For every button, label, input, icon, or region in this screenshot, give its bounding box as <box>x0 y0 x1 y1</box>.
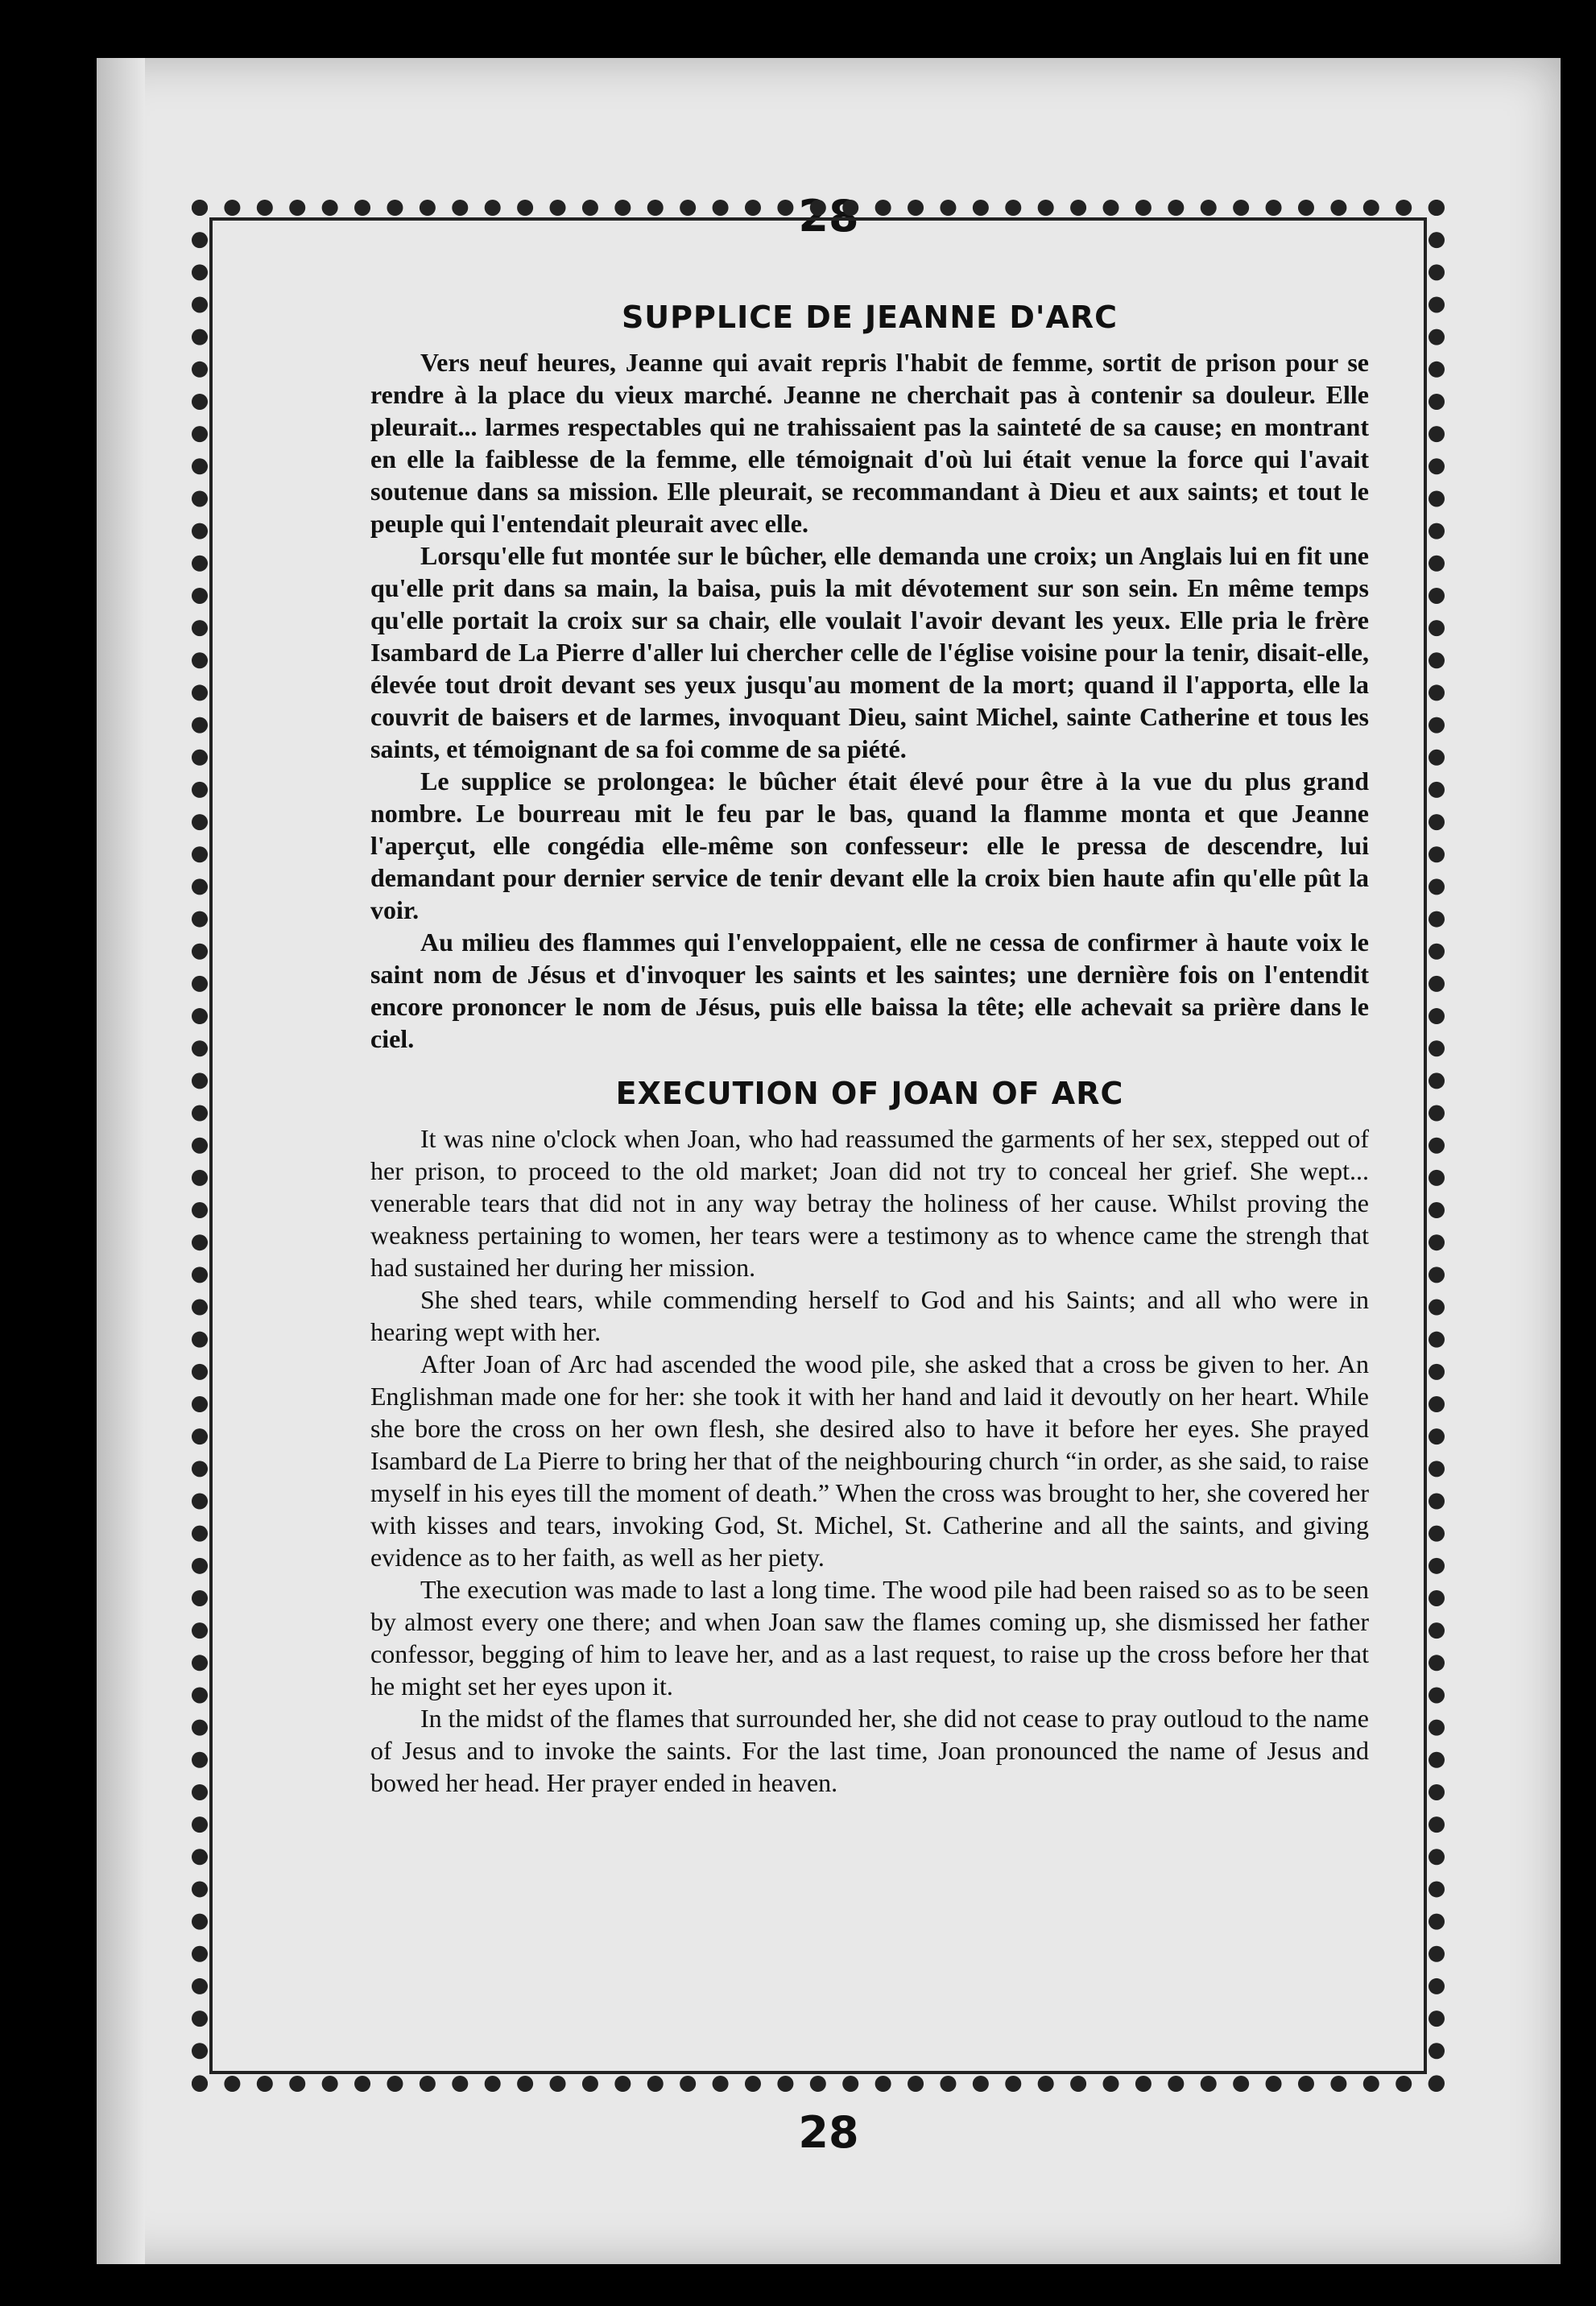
french-paragraph: Vers neuf heures, Jeanne qui avait repris l'habit de femme, sortit de prison pour se rendre à la place du vieux marché. Jeanne ne cherchait pas à contenir sa douleur. Elle pleurait... larmes respectables qui ne trahissaient pas la sainteté de sa cause; en montrant en elle la faiblesse de la femme, elle témoignait d'où lui était venue la force qui l'avait soutenue dans sa mission. Elle pleurait, se recommandant à Dieu et aux saints; et tout le peuple qui l'entendait pleurait avec elle. <box>370 348 1369 538</box>
french-paragraph: Lorsqu'elle fut montée sur le bûcher, elle demanda une croix; un Anglais lui en fit une qu'elle prit dans sa main, la baisa, puis la mit dévotement sur son sein. En même temps qu'elle portait la croix sur sa chair, elle voulait l'avoir devant les yeux. Elle pria le frère Isambard de La Pierre d'aller lui chercher celle de l'église voisine pour la tenir, disait-elle, élevée tout droit devant ses yeux jusqu'au moment de la mort; quand il l'apporta, elle la couvrit de baisers et de larmes, invoquant Dieu, saint Michel, sainte Catherine et tous les saints, et témoignant de sa foi comme de sa piété. <box>370 541 1369 763</box>
english-paragraph: After Joan of Arc had ascended the wood pile, she asked that a cross be given to her. An Englishman made one for her: she took it with her hand and laid it devoutly on her heart. While she bore the cross on her own flesh, she desired also to have it before her eyes. She prayed Isambard de La Pierre to bring her that of the neighbouring church “in order, as she said, to raise myself in his eyes till the moment of death.” When the cross was brought to her, she covered her with kisses and tears, invoking God, St. Michel, St. Catherine and all the saints, and giving evidence as to her faith, as well as her piety. <box>370 1349 1369 1572</box>
english-paragraph: It was nine o'clock when Joan, who had reassumed the garments of her sex, stepped out of her prison, to proceed to the old market; Joan did not try to conceal her grief. She wept... venerable tears that did not in any way betray the holiness of her cause. Whilst proving the weakness pertaining to women, her tears were a testimony as to whence came the strengh that had sustained her during her mission. <box>370 1124 1369 1282</box>
english-paragraph: In the midst of the flames that surrounded her, she did not cease to pray outloud to the name of Jesus and to invoke the saints. For the last time, Joan pronounced the name of Jesus and bowed her head. Her prayer ended in heaven. <box>370 1704 1369 1797</box>
french-title: SUPPLICE DE JEANNE D'ARC <box>621 300 1118 335</box>
page-number-bottom: 28 <box>798 2107 859 2158</box>
english-paragraph: She shed tears, while commending herself to God and his Saints; and all who were in hearing wept with her. <box>370 1285 1369 1346</box>
english-title: EXECUTION OF JOAN OF ARC <box>615 1076 1124 1111</box>
french-paragraph: Le supplice se prolongea: le bûcher était élevé pour être à la vue du plus grand nombre. Le bourreau mit le feu par le bas, quand la flamme monta et que Jeanne l'aperçut, elle congédia elle-même son confesseur: elle le pressa de descendre, lui demandant pour dernier service de tenir devant elle la croix bien haute afin qu'elle pût la voir. <box>370 767 1369 924</box>
english-paragraph: The execution was made to last a long time. The wood pile had been raised so as to be seen by almost every one there; and when Joan saw the flames coming up, she dismissed her father confessor, begging of him to leave her, and as a last request, to raise up the cross before her that he might set her eyes upon it. <box>370 1575 1369 1701</box>
french-paragraph: Au milieu des flammes qui l'enveloppaient, elle ne cessa de confirmer à haute voix le saint nom de Jésus et d'invoquer les saints et les saintes; une dernière fois on l'entendit encore prononcer le nom de Jésus, puis elle baissa la tête; elle achevait sa prière dans le ciel. <box>370 928 1369 1053</box>
page-edge-shadow <box>97 58 145 2264</box>
page-number-top: 28 <box>798 191 859 242</box>
text-block <box>370 300 1369 2055</box>
